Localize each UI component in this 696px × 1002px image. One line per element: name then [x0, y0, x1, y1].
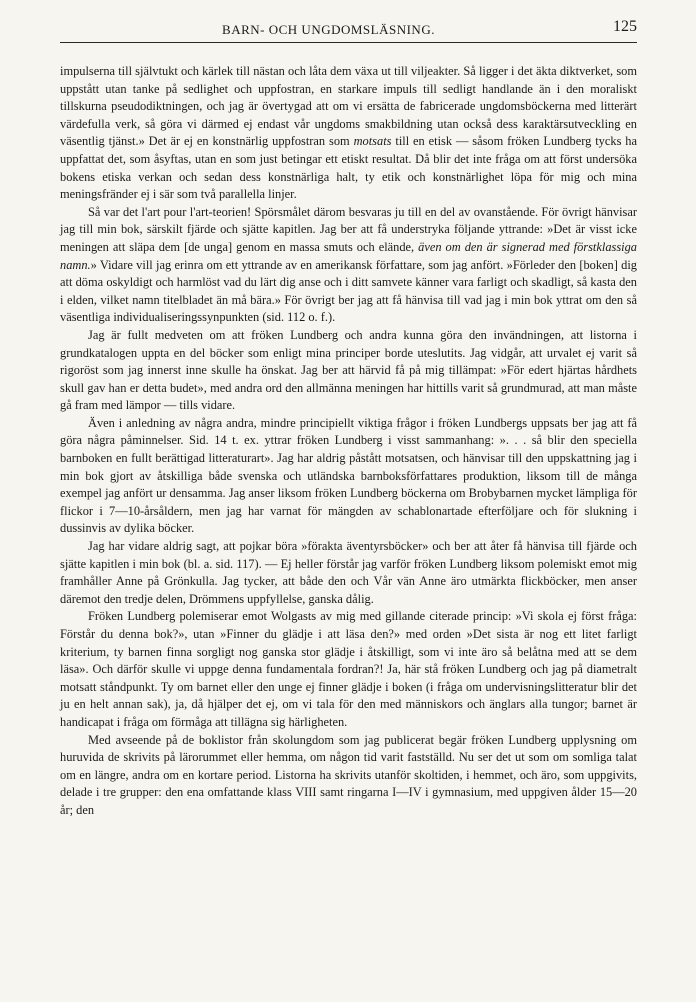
paragraph-text: Jag har vidare aldrig sagt, att pojkar böra »förakta äventyrsböcker» och ber att åter få hänvisa till fjärde och sjätte kapitlen i min bok (bl. a. sid. 117). — Ej heller förstår jag varför fröken Lundberg liksom polemiskt emot mig framhåller Anne på Grönkulla. Jag tycker, att både den och Vår vän Anne äro utmärkta flickböcker, men anser däremot den tredje delen, Drömmens uppfyllelse, ganska dålig. — [60, 539, 637, 606]
running-title: BARN- OCH UNGDOMSLÄSNING. — [222, 22, 435, 37]
paragraph — [60, 327, 637, 415]
paragraph-text: impulserna till självtukt och kärlek till nästan och låta dem växa ut till viljeakter. Så ligger i det äkta diktverket, som uppstått utan tanke på sedlighet och uppfostran, en starkare impuls till sedligt handlande än i den moraliskt tillskurna pseudodiktningen, och jag är övertygad att om vi ersätta de fabricerade ungdomsböckerna med litterärt värdefulla verk, så göra vi därmed ej endast vår ungdoms smakbildning utan också dess karaktärsutveckling en väsentlig tjänst.» Det är ej en konstnärlig uppfostran som — [60, 64, 637, 149]
header-rule — [60, 42, 637, 43]
paragraph-text: Med avseende på de boklistor från skolungdom som jag publicerat begär fröken Lundberg upplysning om huruvida de skrivits på lärorummet eller hemma, om någon tid varit fastställd. Nu ser det ut som om somliga talat om en längre, andra om en kortare period. Listorna ha skrivits utanför skoltiden, i hemmet, och äro, som uppgivits, delade i tre grupper: den ena omfattande klass VIII samt ringarna I—IV i gymnasium, med uppgiven ålder 15—20 år; den — [60, 732, 637, 817]
body-text — [60, 63, 637, 820]
emphasized-text: även om den är signerad med förstklassiga namn. — [60, 239, 637, 272]
paragraph-text: Så var det l'art pour l'art-teorien! Spörsmålet därom besvaras ju till en del av ovanstående. För övrigt hänvisar jag till min bok, särskilt fjärde och sjätte kapitlen. Jag ber att få understryka följande yttrande: »Det är visst icke meningen att släpa dem [de unga] genom en massa smuts och elände, — [60, 204, 637, 254]
emphasized-text: motsats — [353, 134, 392, 149]
paragraph — [60, 732, 637, 820]
paragraph-text: till en etisk — såsom fröken Lundberg tycks ha uppfattat det, som åsyftas, utan en som just betingar ett etiskt resultat. Då blir det inte fråga om att först undersöka bokens etiska verkan och sedan dess konstnärliga halt, ty etik och konstnärlighet löpa för mig och mina meningsfränder ej i sär som två parallella linjer. — [60, 134, 637, 202]
paragraph — [60, 608, 637, 731]
running-header — [60, 18, 637, 40]
page-number: 125 — [613, 18, 637, 35]
paragraph-text: Även i anledning av några andra, mindre principiellt viktiga frågor i fröken Lundbergs uppsats ber jag att få göra några påminnelser. Sid. 14 t. ex. yttrar fröken Lundberg i visst sammanhang: ». . . så blir den speciella barnboken en fullt berättigad litteraturart». Jag har aldrig påstått motsatsen, och hänvisar till den uppskattning jag i min bok gjort av åtskilliga både svenska och utländska barnboksförfattares produktion, liksom till de många exempel jag anfört ur densamma. Jag anser liksom fröken Lundberg böckerna om Brobybarnen mycket lämpliga för flickor i 7—10-årsåldern, men jag har varnat för mängden av schablonartade efterföljare och för slukning i dussinvis av dylika böcker. — [60, 415, 637, 536]
paragraph — [60, 538, 637, 608]
book-page — [60, 18, 637, 820]
paragraph-text: » Vidare vill jag erinra om ett yttrande av en amerikansk författare, som jag anfört. »Förleder den [boken] dig att döma oskyldigt och harmlöst vad du lärt dig anse och i ditt samvete känner vara farligt och skadligt, så kasta den i elden, vilket namn titelbladet än må bära.» För övrigt ber jag att få hänvisa till vad jag i min bok yttrat om den så väsentliga individualiseringssynpunkten (sid. 112 o. f.). — [60, 257, 637, 325]
paragraph — [60, 63, 637, 204]
paragraph — [60, 415, 637, 538]
paragraph — [60, 204, 637, 327]
paragraph-text: Fröken Lundberg polemiserar emot Wolgasts av mig med gillande citerade princip: »Vi skola ej först fråga: Förstår du denna bok?», utan »Finner du glädje i att läsa den?» med orden »Det sista är nog ett litet farligt kriterium, ty barnen finna sorgligt nog ganska stor glädje i åtskilligt, som vi inte äro så belåtna med att se dem läsa». Och därför skulle vi uppge denna fundamentala fordran?! Ja, här stå fröken Lundberg och jag på diametralt motsatt ståndpunkt. Ty om barnet eller den unge ej finner glädje i boken (i fråga om undervisningslitteratur blir det ju en helt annan sak), ja, då hjälper det ej, om vi tala för den med människors och änglars alla tungor; barnet är handicapat i fråga om förmåga att tillägna sig härligheten. — [60, 609, 637, 729]
paragraph-text: Jag är fullt medveten om att fröken Lundberg och andra kunna göra den invändningen, att listorna i grundkatalogen uppta en del böcker som enligt mina principer borde uteslutits. Jag vidgår, att urvalet ej varit så rigoröst som jag innerst inne skulle ha önskat. Jag ber att härvid få på mig tillämpat: »För edert hjärtas hårdhets skull gav han er detta budet», med andra ord den allmänna meningen har hittills varit så grundmurad, att man måste gå fram med lämpor — tills vidare. — [60, 327, 637, 413]
